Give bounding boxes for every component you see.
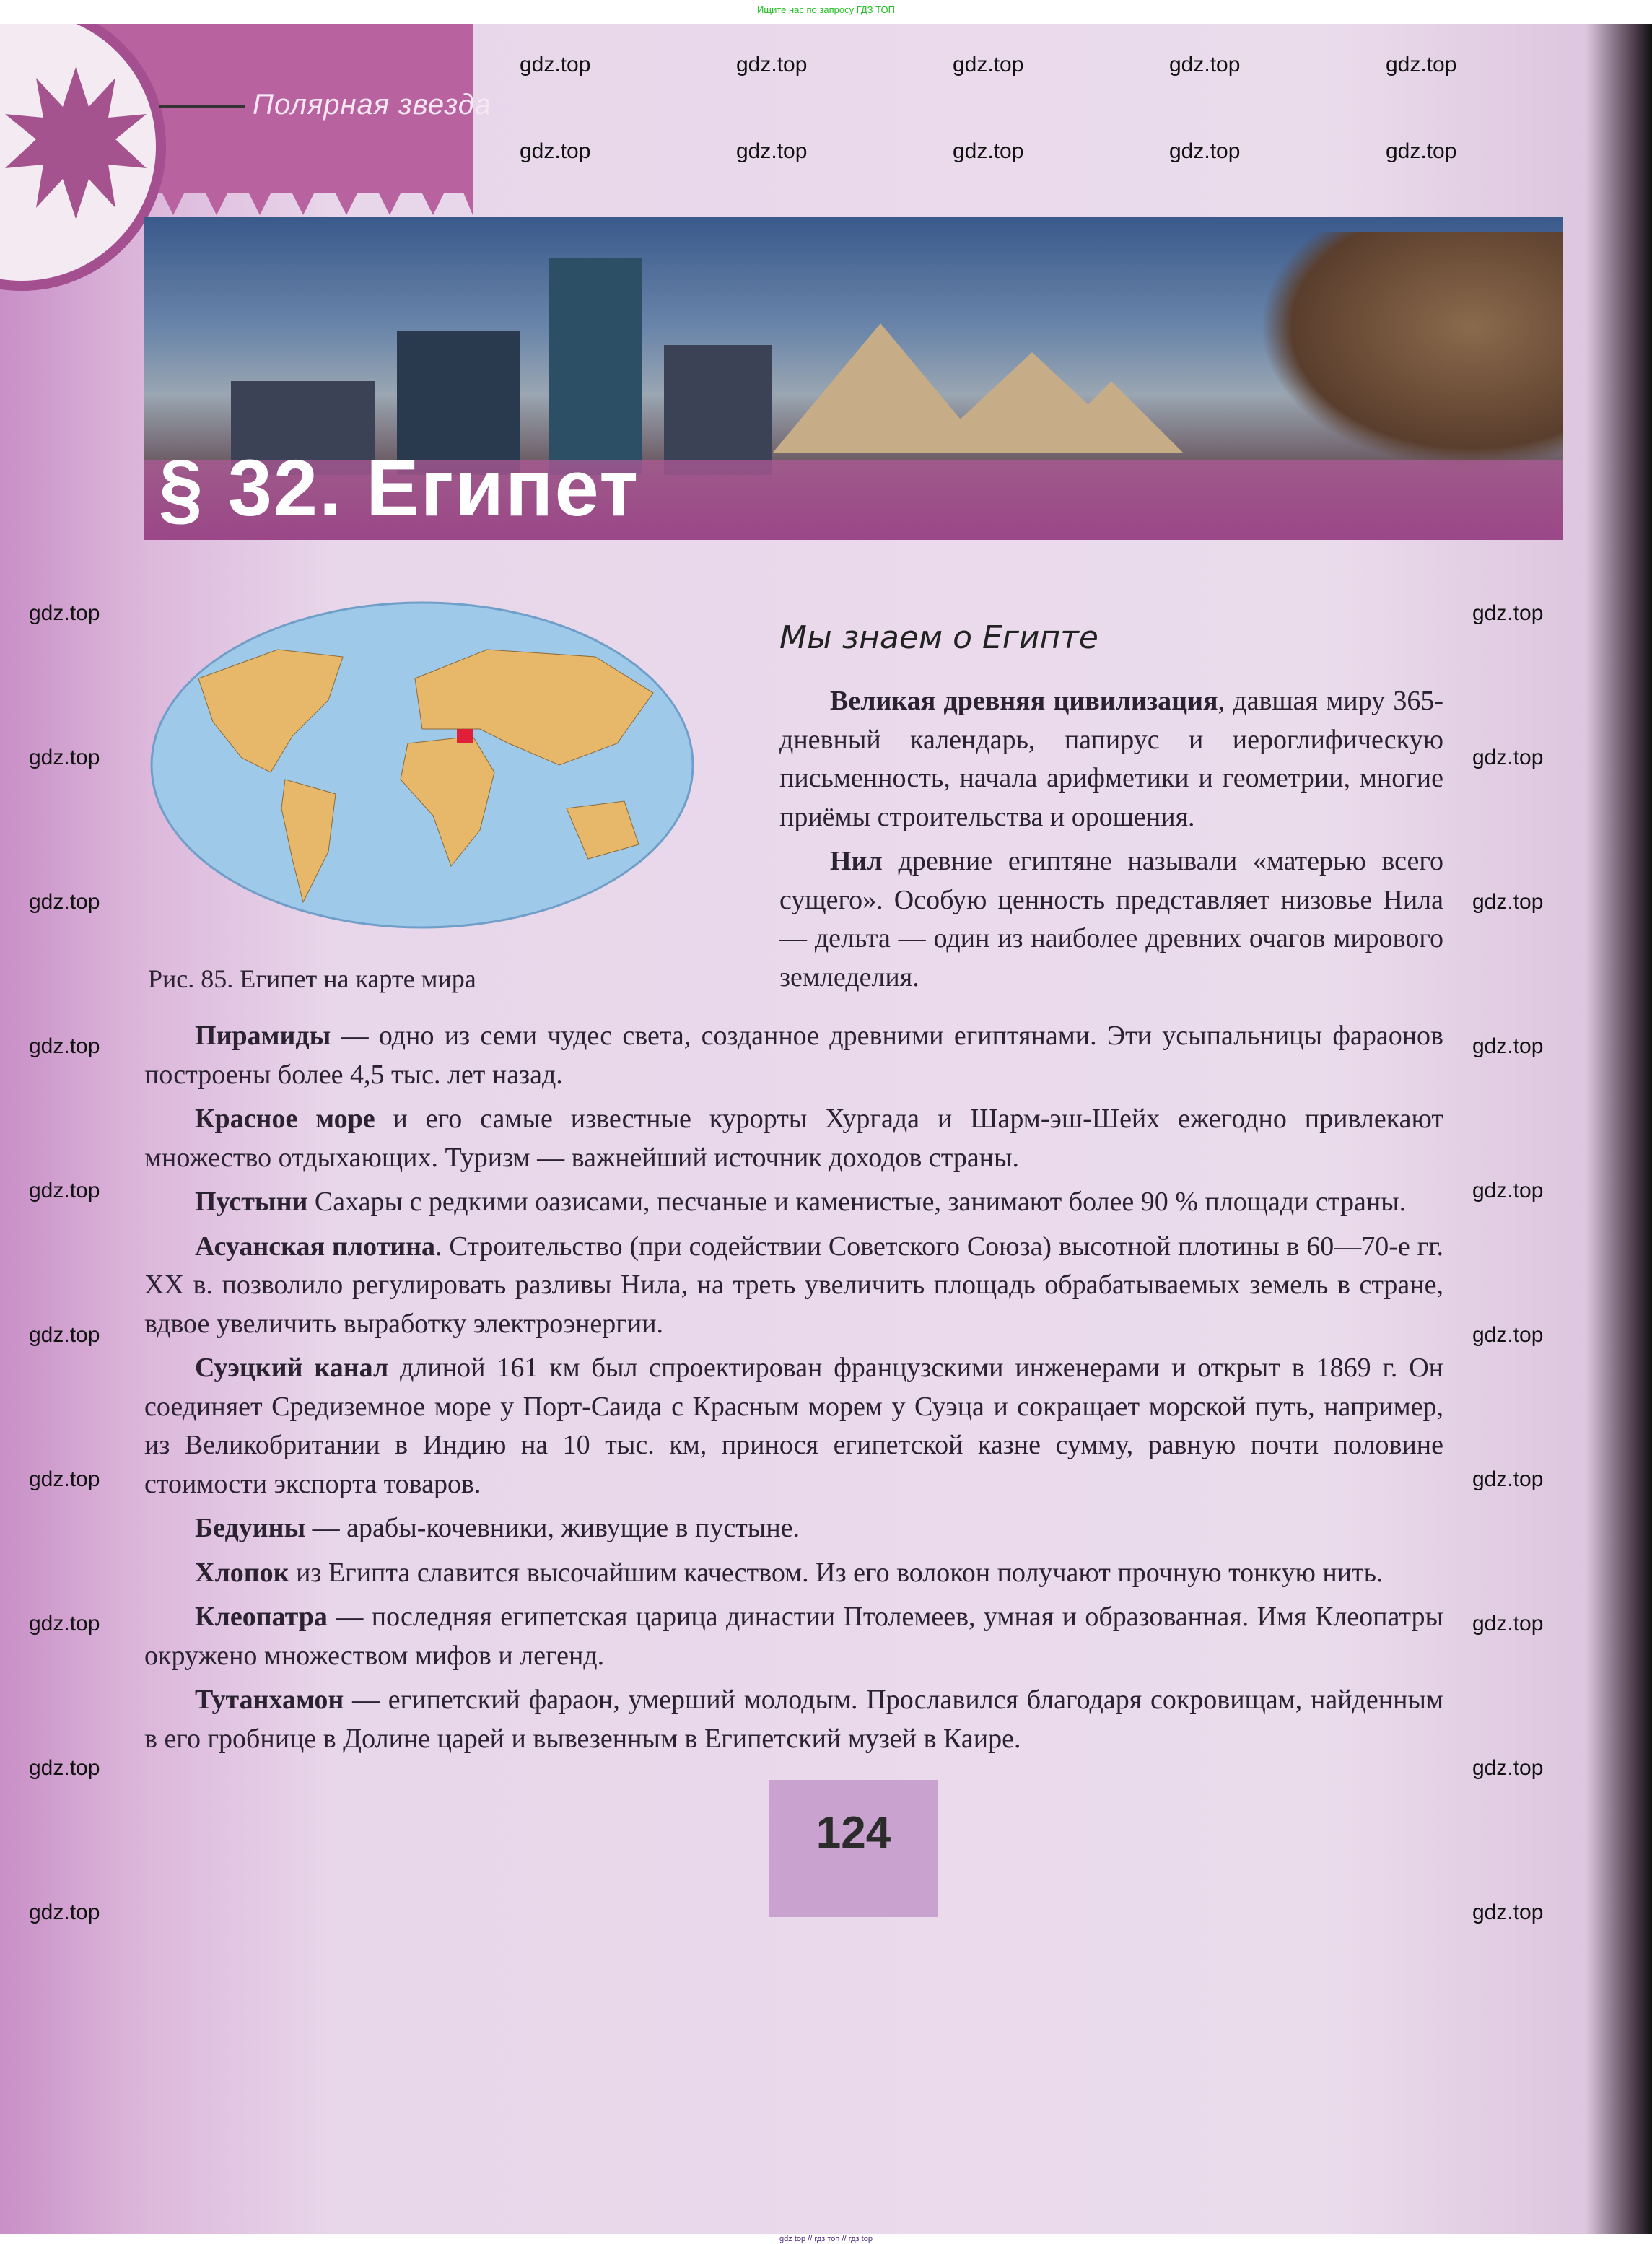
fact-paragraph: Великая древняя цивилизация, давшая миру 365-дневный календарь, папирус и иероглифическую письменность, начала арифметики и геометрии, многие приёмы строительства и орошения.: [779, 686, 1443, 832]
fact-paragraph: Нил древние египтяне называли «матерью всего сущего». Особую ценность представляет низовье Нила — дельта — один из наиболее древних очагов мирового земледелия.: [779, 846, 1443, 992]
watermark: gdz.top: [953, 139, 1024, 163]
facts-heading: Мы знаем о Египте: [779, 619, 1098, 656]
top-note: Ищите нас по запросу ГДЗ ТОП: [757, 4, 895, 15]
watermark: gdz.top: [736, 139, 808, 163]
watermark: gdz.top: [29, 1179, 100, 1202]
section-title: Полярная звезда: [253, 89, 492, 121]
watermark: gdz.top: [29, 746, 100, 769]
watermark: gdz.top: [1472, 1756, 1544, 1780]
page-number: 124: [769, 1780, 938, 1917]
watermark: gdz.top: [29, 1900, 100, 1924]
fact-paragraph: Пустыни Сахары с редкими оазисами, песчаные и каменистые, занимают более 90 % площади страны.: [195, 1187, 1407, 1217]
watermark: gdz.top: [520, 53, 591, 77]
watermark: gdz.top: [1472, 1900, 1544, 1924]
watermark: gdz.top: [1386, 53, 1457, 77]
watermark: gdz.top: [29, 1467, 100, 1491]
watermark: gdz.top: [520, 139, 591, 163]
watermark: gdz.top: [1472, 1467, 1544, 1491]
fact-paragraph: Асуанская плотина. Строительство (при содействии Советского Союза) высотной плотины в 60—70-е гг. XX в. позволило регулировать разливы Нила, на треть увеличить площадь обрабатываемых земель в стране, вдвое увеличить выработку электроэнергии.: [144, 1231, 1443, 1339]
watermark: gdz.top: [1386, 139, 1457, 163]
watermark: gdz.top: [1472, 1612, 1544, 1636]
facts-sidebar: [779, 563, 1443, 1003]
watermark: gdz.top: [29, 1323, 100, 1347]
watermark: gdz.top: [953, 53, 1024, 77]
watermark: gdz.top: [1472, 1034, 1544, 1058]
facts-list: [144, 1017, 1443, 1758]
watermark: gdz.top: [1472, 746, 1544, 769]
watermark: gdz.top: [1472, 601, 1544, 625]
intro-section: [144, 563, 1443, 1003]
page-title: § 32. Египет: [159, 444, 640, 533]
fact-paragraph: Суэцкий канал длиной 161 км был спроектирован французскими инженерами и открыт в 1869 г. Он соединяет Средиземное море у Порт-Саида с Красным морем у Суэца и сокращает морской путь, например, из Великобритании в Индию на 10 тыс. км, принося египетской казне сумму, равную почти половине стоимости экспорта товаров.: [144, 1353, 1443, 1499]
fact-paragraph: Тутанхамон — египетский фараон, умерший молодым. Прославился благодаря сокровищам, найденным в его гробнице в Долине царей и вывезенным в Египетский музей в Каире.: [144, 1685, 1443, 1754]
watermark: gdz.top: [29, 1034, 100, 1058]
fact-paragraph: Красное море и его самые известные курорты Хургада и Шарм-эш-Шейх ежегодно привлекают множество отдыхающих. Туризм — важнейший источник доходов страны.: [144, 1104, 1443, 1173]
watermark: gdz.top: [1169, 53, 1241, 77]
watermark: gdz.top: [1472, 1323, 1544, 1347]
fact-paragraph: Пирамиды — одно из семи чудес света, созданное древними египтянами. Эти усыпальницы фараонов построены более 4,5 тыс. лет назад.: [144, 1021, 1443, 1090]
camel-image: [1259, 232, 1563, 470]
watermark: gdz.top: [29, 890, 100, 914]
watermark: gdz.top: [29, 601, 100, 625]
figure-caption: Рис. 85. Египет на карте мира: [148, 964, 476, 993]
fact-paragraph: Хлопок из Египта славится высочайшим качеством. Из его волокон получают прочную тонкую нить.: [195, 1557, 1384, 1588]
world-map: [148, 599, 696, 931]
watermark: gdz.top: [736, 53, 808, 77]
watermark: gdz.top: [1472, 890, 1544, 914]
watermark: gdz.top: [1472, 1179, 1544, 1202]
fact-paragraph: Клеопатра — последняя египетская царица династии Птолемеев, умная и образованная. Имя Клеопатры окружено множеством мифов и легенд.: [144, 1602, 1443, 1671]
fact-paragraph: Бедуины — арабы-кочевники, живущие в пустыне.: [195, 1513, 800, 1543]
textbook-page: [0, 24, 1652, 2234]
header-line: [159, 105, 245, 108]
watermark: gdz.top: [29, 1612, 100, 1636]
figure: [144, 563, 776, 1003]
watermark: gdz.top: [29, 1756, 100, 1780]
watermark: gdz.top: [1169, 139, 1241, 163]
footer-note: gdz top // гдз топ // гдз top: [779, 2235, 873, 2243]
